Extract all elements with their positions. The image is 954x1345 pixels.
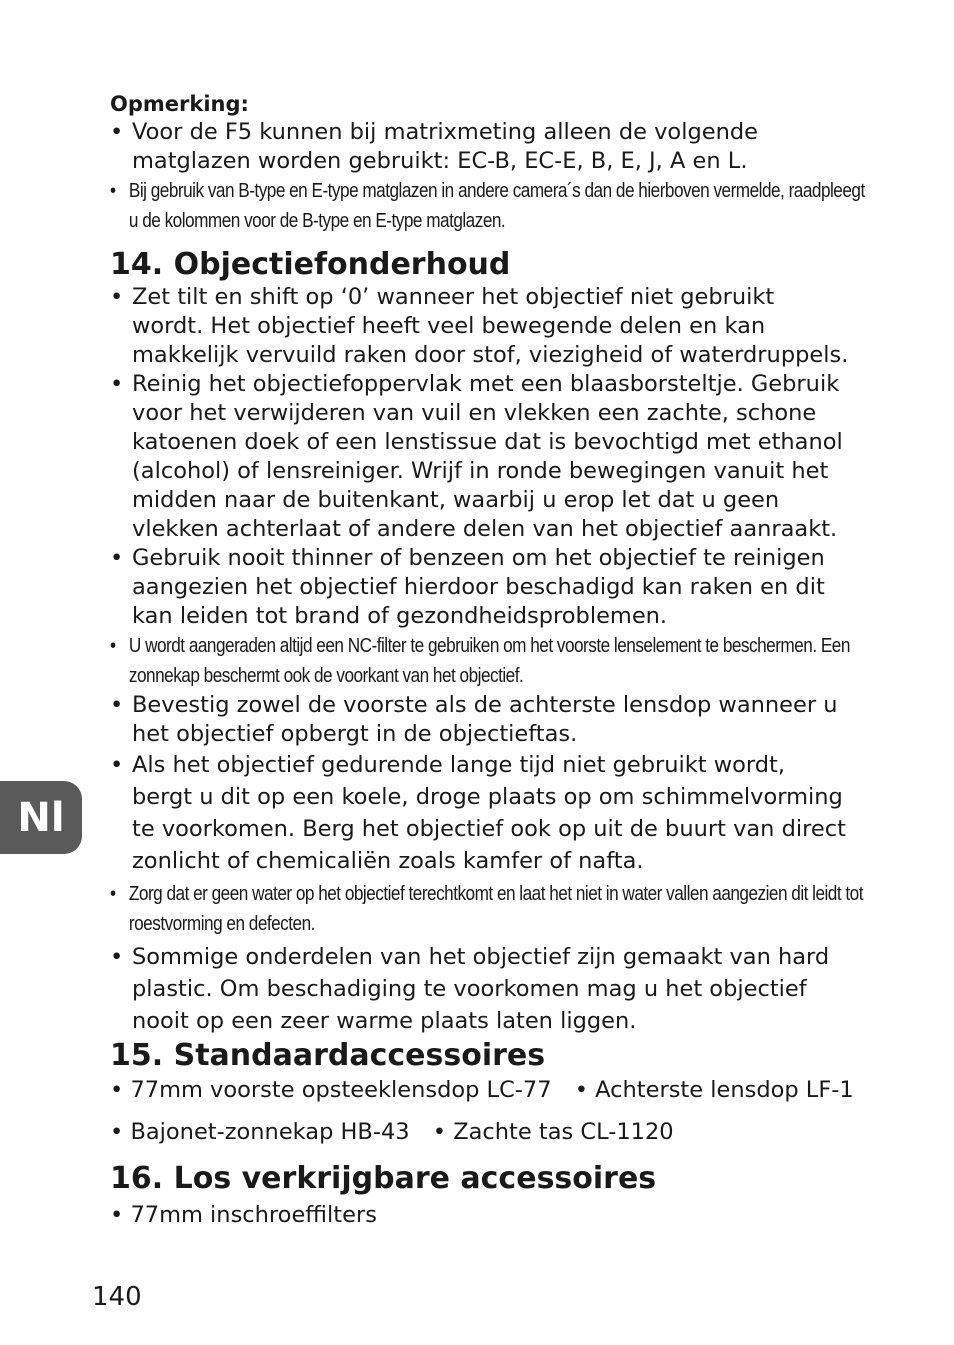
accessory-label: 77mm voorste opsteeklensdop LC-77 <box>130 1077 552 1103</box>
list-item: • Als het objectief gedurende lange tijd niet gebruikt wordt, bergt u dit op een koele, droge plaats op om schimmelvorming te voorkomen. Berg het objectief ook op uit de buurt van direct zonlicht of chemicaliën zoals kamfer of nafta. <box>110 749 850 877</box>
accessory-label: Achterste lensdop LF-1 <box>595 1077 854 1103</box>
note-label: Opmerking: <box>110 92 249 116</box>
note-item: • Voor de F5 kunnen bij matrixmeting alleen de volgende matglazen worden gebruikt: EC-B, EC-E, B, E, J, A en L. <box>110 118 850 176</box>
accessory-item: • Achterste lensdop LF-1 <box>574 1077 854 1103</box>
accessories-row-1 <box>110 1075 870 1105</box>
accessory-label: Bajonet-zonnekap HB-43 <box>130 1119 410 1145</box>
list-item: • Reinig het objectiefoppervlak met een blaasborsteltje. Gebruik voor het verwijderen van vuil en vlekken een zachte, schone katoenen doek of een lenstissue dat is bevochtigd met ethanol (alcohol) of lensreiniger. Wrijf in ronde bewegingen vanuit het midden naar de buitenkant, waarbij u erop let dat u geen vlekken achterlaat of andere delen van het objectief aanraakt. <box>110 370 850 544</box>
section-14-title: 14. Objectiefonderhoud <box>110 247 511 282</box>
language-tab-label: Nl <box>17 794 65 841</box>
accessory-label: Zachte tas CL-1120 <box>453 1119 674 1145</box>
section-16-title: 16. Los verkrijgbare accessoires <box>110 1161 657 1196</box>
list-item: • Zet tilt en shift op ‘0’ wanneer het objectief niet gebruikt wordt. Het objectief heeft veel bewegende delen en kan makkelijk vervuild raken door stof, viezigheid of waterdruppels. <box>110 283 850 370</box>
accessories-row-2 <box>110 1117 690 1147</box>
note-item: • Bij gebruik van B-type en E-type matglazen in andere camera´s dan de hierboven vermelde, raadpleegt u de kolommen voor de B-type en E-type matglazen. <box>110 176 869 236</box>
list-item: • Gebruik nooit thinner of benzeen om het objectief te reinigen aangezien het objectief hierdoor beschadigd kan raken en dit kan leiden tot brand of gezondheidsproblemen. <box>110 544 850 631</box>
section-14-list <box>110 283 863 1037</box>
list-item: • Bevestig zowel de voorste als de achterste lensdop wanneer u het objectief opbergt in de objectieftas. <box>110 691 850 749</box>
section-15-title: 15. Standaardaccessoires <box>110 1038 546 1073</box>
list-item: • Sommige onderdelen van het objectief zijn gemaakt van hard plastic. Om beschadiging te voorkomen mag u het objectief nooit op een zeer warme plaats laten liggen. <box>110 941 850 1037</box>
optional-accessories-row <box>110 1200 393 1230</box>
accessory-item: • Zachte tas CL-1120 <box>432 1119 674 1145</box>
accessory-item: • Bajonet-zonnekap HB-43 <box>110 1119 410 1145</box>
note-list <box>110 118 865 236</box>
accessory-item: • 77mm voorste opsteeklensdop LC-77 <box>110 1077 552 1103</box>
list-item: • Zorg dat er geen water op het objectief terechtkomt en laat het niet in water vallen aangezien dit leidt tot roestvorming en defecten. <box>110 879 869 939</box>
language-tab <box>0 781 82 854</box>
accessory-item: • 77mm inschroeffilters <box>110 1202 377 1228</box>
page-number: 140 <box>92 1282 142 1312</box>
list-item: • U wordt aangeraden altijd een NC-filter te gebruiken om het voorste lenselement te beschermen. Een zonnekap beschermt ook de voorkant van het objectief. <box>110 631 869 691</box>
accessory-label: 77mm inschroeffilters <box>130 1202 377 1228</box>
